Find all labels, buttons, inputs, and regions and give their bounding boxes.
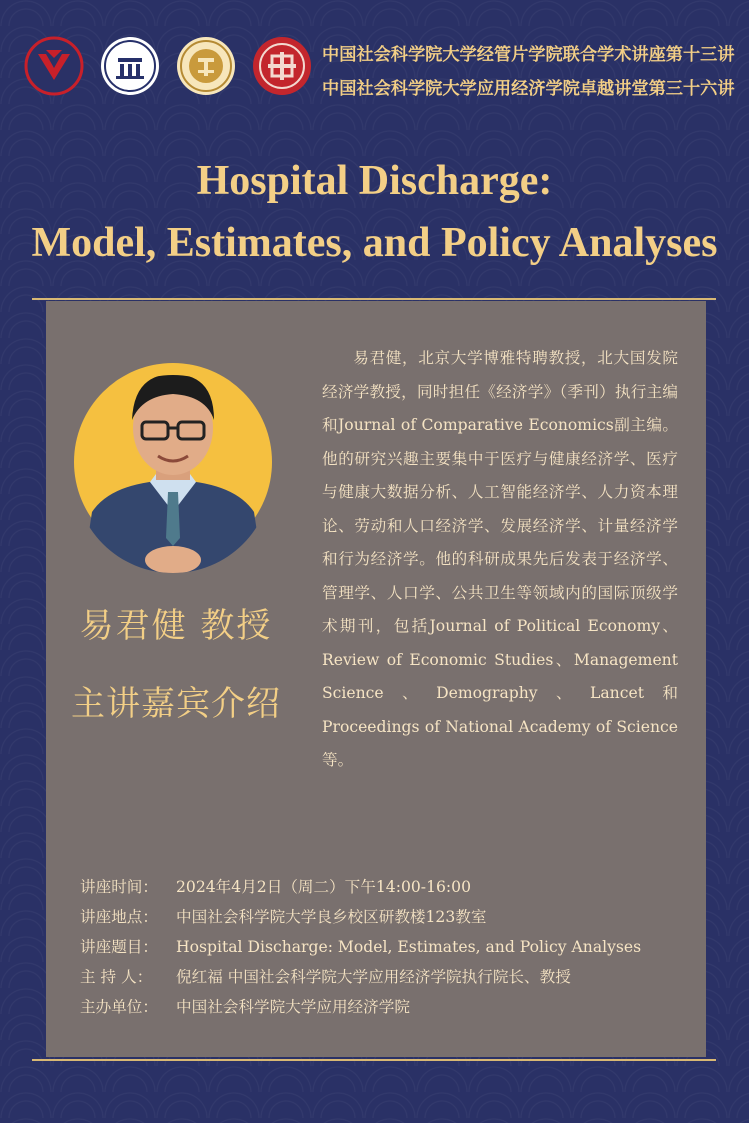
info-row-topic: [80, 932, 700, 962]
series-line-1: 中国社会科学院大学经管片学院联合学术讲座第十三讲: [322, 45, 735, 65]
speaker-intro-heading: 主讲嘉宾介绍: [71, 684, 281, 724]
lecture-title: [0, 150, 749, 274]
info-label: 主办单位：: [80, 998, 158, 1016]
speaker-bio: 易君健，北京大学博雅特聘教授，北大国发院经济学教授，同时担任《经济学》（季刊）执行主编和Journal of Comparative Economics副主编。他的研究兴趣主要集中于医疗与健康经济学、医疗与健康大数据分析、人工智能经济学、人力资本理论、劳动和人口经济学、发展经济学、计量经济学和行为经济学。他的科研成果先后发表于经济学、管理学、人口学、公共卫生等领域内的国际顶级学术期刊，包括Journal of Political Economy、Review of Economic Studies、Management Science、Demography、Lancet和Proceedings of National Academy of Science等。: [322, 349, 678, 769]
logo-row: [24, 36, 312, 96]
school-badge-red-icon: [24, 36, 84, 96]
info-row-organizer: [80, 992, 700, 1022]
info-value: 倪红福 中国社会科学院大学应用经济学院执行院长、教授: [176, 968, 571, 986]
lecture-series: [322, 38, 735, 106]
info-value: 中国社会科学院大学良乡校区研教楼123教室: [176, 908, 487, 926]
series-line-2: 中国社会科学院大学应用经济学院卓越讲堂第三十六讲: [322, 79, 735, 99]
top-divider: [32, 298, 716, 300]
info-label: 主 持 人：: [80, 968, 153, 986]
info-row-location: [80, 902, 700, 932]
school-badge-gold-icon: [176, 36, 236, 96]
title-line-2: Model, Estimates, and Policy Analyses: [31, 220, 718, 266]
school-badge-red-circle-icon: [252, 36, 312, 96]
info-row-time: [80, 872, 700, 902]
info-label: 讲座地点：: [80, 908, 158, 926]
speaker-name: 易君健 教授: [79, 606, 273, 646]
speaker-portrait: [72, 362, 278, 578]
title-line-1: Hospital Discharge:: [196, 158, 553, 204]
info-label: 讲座时间：: [80, 878, 158, 896]
lecture-info: [80, 872, 700, 1022]
info-label: 讲座题目：: [80, 938, 158, 956]
info-value: 2024年4月2日（周二）下午14:00-16:00: [176, 878, 472, 896]
info-row-host: [80, 962, 700, 992]
info-value: Hospital Discharge: Model, Estimates, and Policy Analyses: [176, 938, 642, 956]
bottom-divider: [32, 1059, 716, 1061]
info-value: 中国社会科学院大学应用经济学院: [176, 998, 410, 1016]
school-badge-blue-icon: [100, 36, 160, 96]
